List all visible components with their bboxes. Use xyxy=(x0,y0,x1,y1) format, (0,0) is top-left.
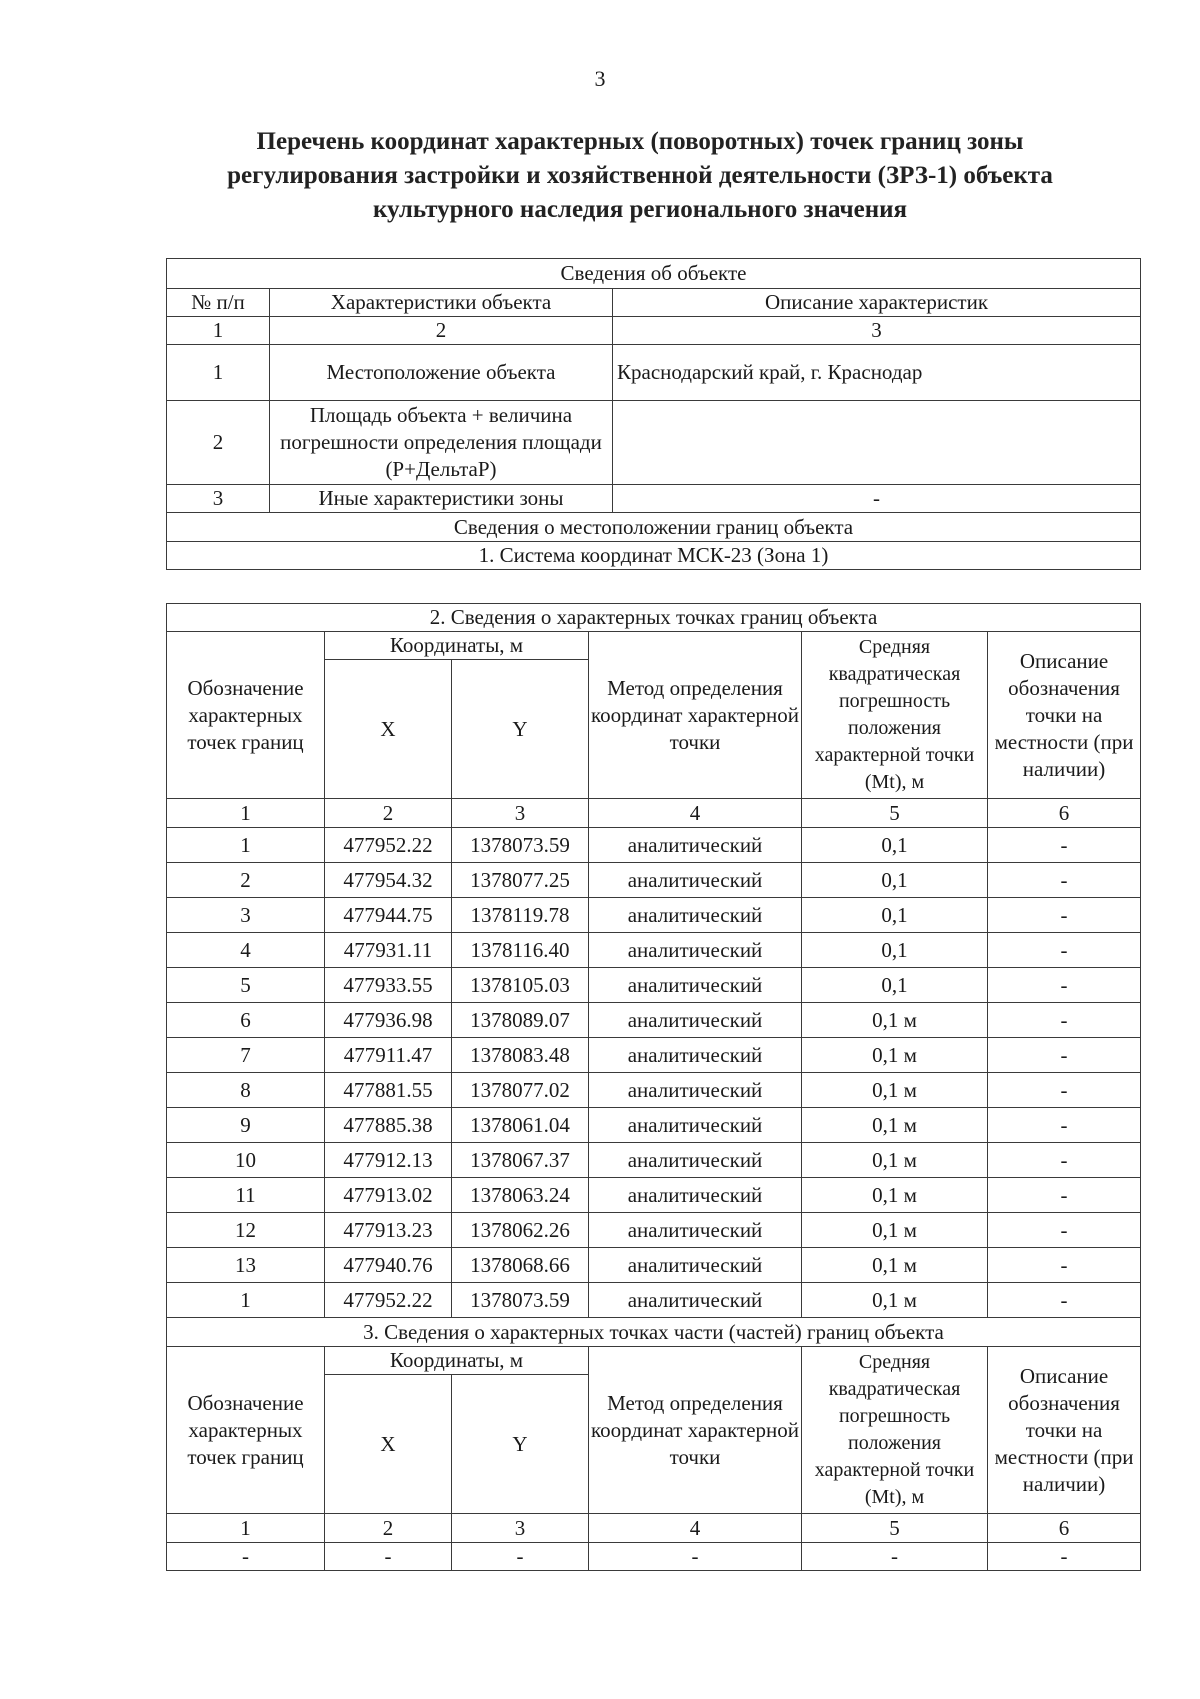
object-section-header: Сведения об объекте xyxy=(167,259,1141,289)
point-x: 477944.75 xyxy=(325,898,452,933)
column-number: 4 xyxy=(589,799,802,828)
header-coordinates: Координаты, м xyxy=(325,1347,589,1375)
point-id: 2 xyxy=(167,863,325,898)
point-x: 477911.47 xyxy=(325,1038,452,1073)
point-method: аналитический xyxy=(589,1003,802,1038)
point-description: - xyxy=(988,1178,1141,1213)
coordinate-system: 1. Система координат МСК-23 (Зона 1) xyxy=(167,542,1141,570)
point-error: 0,1 xyxy=(802,933,988,968)
point-x: 477936.98 xyxy=(325,1003,452,1038)
column-number: 1 xyxy=(167,799,325,828)
row-num: 3 xyxy=(167,485,270,513)
point-id: 1 xyxy=(167,1283,325,1318)
row-value: Краснодарский край, г. Краснодар xyxy=(613,345,1141,401)
header-y: Y xyxy=(452,660,589,799)
header-designation: Обозначение характерных точек границ xyxy=(167,632,325,799)
point-error: 0,1 м xyxy=(802,1003,988,1038)
point-id: 3 xyxy=(167,898,325,933)
table-row xyxy=(167,485,1141,513)
header-method: Метод определения координат характерной точки xyxy=(589,632,802,799)
point-description: - xyxy=(988,1248,1141,1283)
point-id: 11 xyxy=(167,1178,325,1213)
table-row xyxy=(167,1248,1141,1283)
point-description: - xyxy=(988,1108,1141,1143)
column-number: 3 xyxy=(452,799,589,828)
table-row xyxy=(167,1543,1141,1571)
point-method: аналитический xyxy=(589,1108,802,1143)
table-row xyxy=(167,1108,1141,1143)
point-error: 0,1 м xyxy=(802,1038,988,1073)
table-row xyxy=(167,1213,1141,1248)
document-title xyxy=(150,125,1130,227)
point-description: - xyxy=(988,1543,1141,1571)
point-method: аналитический xyxy=(589,828,802,863)
point-y: 1378083.48 xyxy=(452,1038,589,1073)
column-number: 2 xyxy=(270,317,613,345)
point-x: 477933.55 xyxy=(325,968,452,1003)
points-section-header: 2. Сведения о характерных точках границ объекта xyxy=(167,604,1141,632)
table-row xyxy=(167,1073,1141,1108)
table-row xyxy=(167,345,1141,401)
point-id: 6 xyxy=(167,1003,325,1038)
point-method: - xyxy=(589,1543,802,1571)
point-description: - xyxy=(988,898,1141,933)
point-method: аналитический xyxy=(589,1248,802,1283)
point-method: аналитический xyxy=(589,1073,802,1108)
boundary-points-table xyxy=(166,603,1141,1571)
table-row xyxy=(167,898,1141,933)
point-error: 0,1 м xyxy=(802,1248,988,1283)
row-name: Площадь объекта + величина погрешности определения площади (Р+ДельтаР) xyxy=(270,401,613,485)
point-description: - xyxy=(988,1073,1141,1108)
point-description: - xyxy=(988,1003,1141,1038)
column-number: 6 xyxy=(988,1514,1141,1543)
point-y: 1378089.07 xyxy=(452,1003,589,1038)
column-number: 5 xyxy=(802,799,988,828)
header-method: Метод определения координат характерной точки xyxy=(589,1347,802,1514)
point-x: 477885.38 xyxy=(325,1108,452,1143)
column-number: 3 xyxy=(452,1514,589,1543)
point-y: 1378062.26 xyxy=(452,1213,589,1248)
point-method: аналитический xyxy=(589,863,802,898)
point-y: 1378063.24 xyxy=(452,1178,589,1213)
page-number: 3 xyxy=(594,66,606,91)
object-info-table xyxy=(166,258,1141,570)
point-method: аналитический xyxy=(589,1213,802,1248)
point-method: аналитический xyxy=(589,933,802,968)
column-number: 5 xyxy=(802,1514,988,1543)
table-row xyxy=(167,1143,1141,1178)
point-x: 477954.32 xyxy=(325,863,452,898)
point-x: 477952.22 xyxy=(325,828,452,863)
point-y: 1378067.37 xyxy=(452,1143,589,1178)
point-error: 0,1 xyxy=(802,828,988,863)
table-row xyxy=(167,1178,1141,1213)
point-x: 477913.23 xyxy=(325,1213,452,1248)
point-description: - xyxy=(988,933,1141,968)
point-description: - xyxy=(988,863,1141,898)
column-number: 4 xyxy=(589,1514,802,1543)
table-row xyxy=(167,1283,1141,1318)
point-id: - xyxy=(167,1543,325,1571)
point-x: 477912.13 xyxy=(325,1143,452,1178)
point-y: 1378068.66 xyxy=(452,1248,589,1283)
table-row xyxy=(167,1003,1141,1038)
point-x: 477940.76 xyxy=(325,1248,452,1283)
point-id: 5 xyxy=(167,968,325,1003)
title-line-3: культурного наследия регионального значения xyxy=(372,196,908,223)
point-id: 10 xyxy=(167,1143,325,1178)
row-name: Местоположение объекта xyxy=(270,345,613,401)
point-error: 0,1 xyxy=(802,863,988,898)
point-error: - xyxy=(802,1543,988,1571)
point-method: аналитический xyxy=(589,1143,802,1178)
header-y: Y xyxy=(452,1375,589,1514)
point-error: 0,1 м xyxy=(802,1108,988,1143)
point-y: 1378073.59 xyxy=(452,828,589,863)
table-row xyxy=(167,968,1141,1003)
column-header-num: № п/п xyxy=(167,289,270,317)
point-y: - xyxy=(452,1543,589,1571)
row-num: 1 xyxy=(167,345,270,401)
point-description: - xyxy=(988,1213,1141,1248)
point-y: 1378105.03 xyxy=(452,968,589,1003)
point-x: 477931.11 xyxy=(325,933,452,968)
title-line-2: регулирования застройки и хозяйственной деятельности (ЗРЗ-1) объекта xyxy=(227,162,1053,189)
point-y: 1378073.59 xyxy=(452,1283,589,1318)
point-description: - xyxy=(988,1283,1141,1318)
point-x: 477952.22 xyxy=(325,1283,452,1318)
table-row xyxy=(167,1038,1141,1073)
table-row xyxy=(167,828,1141,863)
point-id: 7 xyxy=(167,1038,325,1073)
header-description: Описание обозначения точки на местности (при наличии) xyxy=(988,1347,1141,1514)
header-x: X xyxy=(325,1375,452,1514)
column-header-characteristics: Характеристики объекта xyxy=(270,289,613,317)
column-number: 2 xyxy=(325,1514,452,1543)
point-error: 0,1 xyxy=(802,898,988,933)
row-name: Иные характеристики зоны xyxy=(270,485,613,513)
point-error: 0,1 м xyxy=(802,1178,988,1213)
header-description: Описание обозначения точки на местности (при наличии) xyxy=(988,632,1141,799)
title-line-1: Перечень координат характерных (поворотных) точек границ зоны xyxy=(256,128,1024,155)
row-value xyxy=(613,401,1141,485)
point-x: 477913.02 xyxy=(325,1178,452,1213)
point-y: 1378077.02 xyxy=(452,1073,589,1108)
row-num: 2 xyxy=(167,401,270,485)
location-section-header: Сведения о местоположении границ объекта xyxy=(167,513,1141,542)
table-row xyxy=(167,401,1141,485)
point-method: аналитический xyxy=(589,898,802,933)
header-designation: Обозначение характерных точек границ xyxy=(167,1347,325,1514)
row-value: - xyxy=(613,485,1141,513)
column-number: 2 xyxy=(325,799,452,828)
point-x: 477881.55 xyxy=(325,1073,452,1108)
point-id: 4 xyxy=(167,933,325,968)
table-row xyxy=(167,933,1141,968)
point-x: - xyxy=(325,1543,452,1571)
point-y: 1378061.04 xyxy=(452,1108,589,1143)
point-id: 13 xyxy=(167,1248,325,1283)
parts-section-header: 3. Сведения о характерных точках части (частей) границ объекта xyxy=(167,1318,1141,1347)
point-y: 1378119.78 xyxy=(452,898,589,933)
point-method: аналитический xyxy=(589,968,802,1003)
point-error: 0,1 м xyxy=(802,1073,988,1108)
point-error: 0,1 м xyxy=(802,1213,988,1248)
point-id: 12 xyxy=(167,1213,325,1248)
point-error: 0,1 м xyxy=(802,1283,988,1318)
point-error: 0,1 м xyxy=(802,1143,988,1178)
point-description: - xyxy=(988,1038,1141,1073)
column-header-description: Описание характеристик xyxy=(613,289,1141,317)
table-row xyxy=(167,863,1141,898)
column-number: 1 xyxy=(167,1514,325,1543)
column-number: 1 xyxy=(167,317,270,345)
header-x: X xyxy=(325,660,452,799)
point-y: 1378116.40 xyxy=(452,933,589,968)
point-y: 1378077.25 xyxy=(452,863,589,898)
point-method: аналитический xyxy=(589,1038,802,1073)
header-coordinates: Координаты, м xyxy=(325,632,589,660)
header-error: Средняя квадратическая погрешность положения характерной точки (Mt), м xyxy=(802,1347,988,1514)
point-id: 9 xyxy=(167,1108,325,1143)
point-method: аналитический xyxy=(589,1178,802,1213)
point-method: аналитический xyxy=(589,1283,802,1318)
point-error: 0,1 xyxy=(802,968,988,1003)
point-description: - xyxy=(988,1143,1141,1178)
point-description: - xyxy=(988,968,1141,1003)
column-number: 3 xyxy=(613,317,1141,345)
point-id: 1 xyxy=(167,828,325,863)
column-number: 6 xyxy=(988,799,1141,828)
header-error: Средняя квадратическая погрешность положения характерной точки (Mt), м xyxy=(802,632,988,799)
point-id: 8 xyxy=(167,1073,325,1108)
point-description: - xyxy=(988,828,1141,863)
